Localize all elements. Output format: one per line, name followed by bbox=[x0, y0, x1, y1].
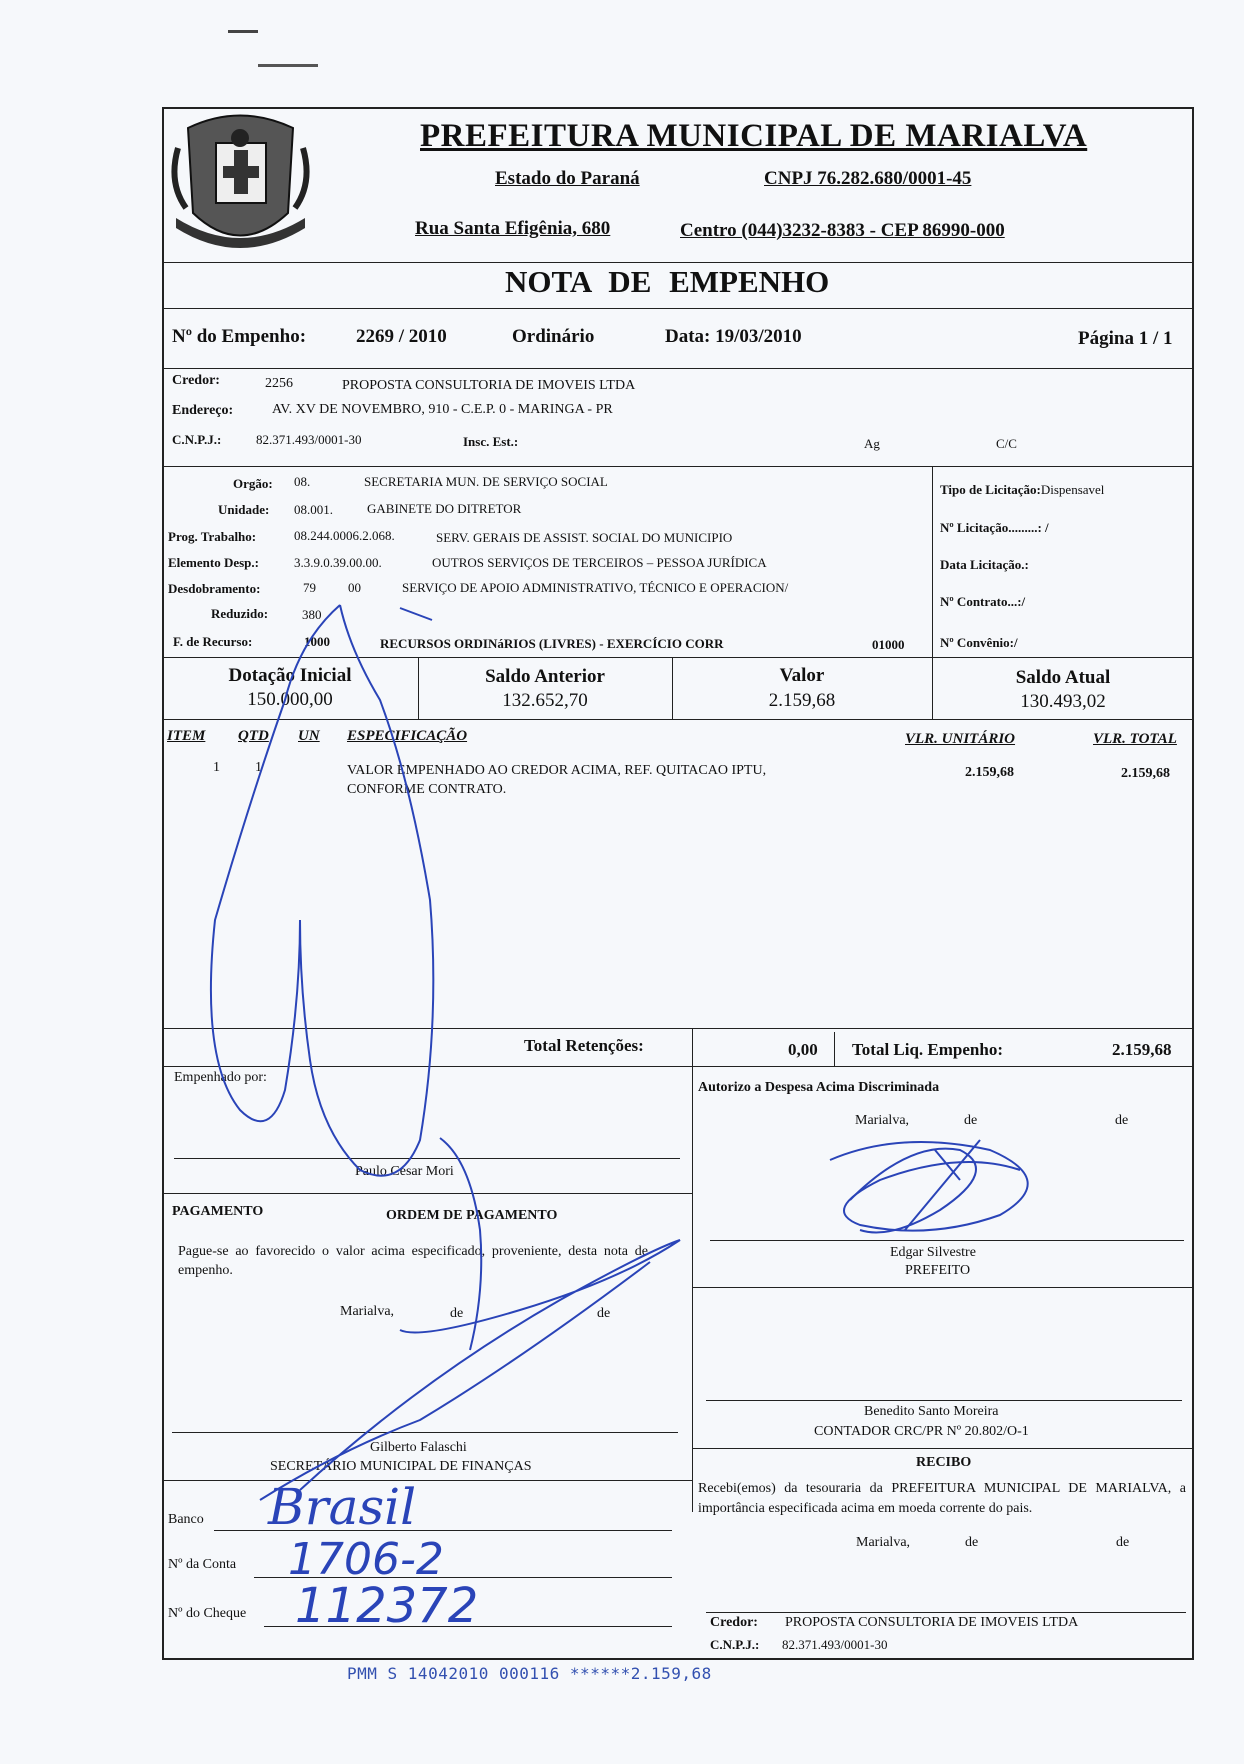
col-vlr-total: VLR. TOTAL bbox=[1093, 731, 1177, 747]
recibo-cnpj: 82.371.493/0001-30 bbox=[782, 1637, 888, 1652]
ordem-pagamento: ORDEM DE PAGAMENTO bbox=[386, 1208, 558, 1223]
saldo-anterior-label: Saldo Anterior bbox=[485, 666, 605, 687]
tipo-licitacao: Dispensavel bbox=[1040, 482, 1105, 497]
cnpj-label: C.N.P.J.: bbox=[172, 432, 222, 447]
recibo-credor-label: Credor: bbox=[710, 1615, 758, 1630]
empenhado-label: Empenhado por: bbox=[174, 1070, 267, 1085]
contador-role: CONTADOR CRC/PR Nº 20.802/O-1 bbox=[814, 1424, 1029, 1439]
reduzido: 380 bbox=[302, 607, 322, 622]
saldo-atual-value: 130.493,02 bbox=[1020, 691, 1106, 712]
recurso-label: F. de Recurso: bbox=[173, 634, 253, 649]
saldo-anterior-value: 132.652,70 bbox=[502, 690, 588, 711]
liquido-label: Total Liq. Empenho: bbox=[852, 1040, 1003, 1059]
recurso: RECURSOS ORDINáRIOS (LIVRES) - EXERCÍCIO CORR bbox=[380, 636, 724, 651]
signature-stroke-2 bbox=[300, 605, 433, 1176]
retencoes-value: 0,00 bbox=[788, 1040, 818, 1059]
col-especificacao: ESPECIFICAÇÃO bbox=[347, 728, 468, 744]
signature-stroke-5 bbox=[260, 1262, 650, 1500]
valor-value: 2.159,68 bbox=[768, 690, 836, 711]
page-number: Página 1 / 1 bbox=[1078, 328, 1173, 349]
desdobramento: SERVIÇO DE APOIO ADMINISTRATIVO, TÉCNICO E OPERACION/ bbox=[402, 580, 789, 595]
autorizo-text: Autorizo a Despesa Acima Discriminada bbox=[698, 1080, 940, 1095]
item-desc-line2: CONFORME CONTRATO. bbox=[347, 782, 507, 797]
banco-label: Banco bbox=[168, 1512, 204, 1527]
credor-name: PROPOSTA CONSULTORIA DE IMOVEIS LTDA bbox=[342, 378, 636, 393]
signature-stroke-1 bbox=[211, 605, 340, 1121]
desdobramento-label: Desdobramento: bbox=[168, 581, 261, 596]
autorizo-role: PREFEITO bbox=[905, 1263, 971, 1278]
pagamento-de2: de bbox=[597, 1306, 611, 1321]
valor-label: Valor bbox=[779, 665, 825, 686]
desdobramento-sub: 00 bbox=[348, 580, 361, 595]
liquido-value: 2.159,68 bbox=[1112, 1040, 1172, 1059]
prog-label: Prog. Trabalho: bbox=[168, 529, 257, 544]
unidade-code: 08.001. bbox=[294, 502, 333, 517]
item-desc-line1: VALOR EMPENHADO AO CREDOR ACIMA, REF. QUITACAO IPTU, bbox=[347, 763, 767, 778]
numero-contrato: Nº Contrato...:/ bbox=[940, 594, 1026, 609]
empenho-type: Ordinário bbox=[512, 326, 595, 347]
unidade-label: Unidade: bbox=[218, 502, 270, 517]
recibo-place: Marialva, bbox=[856, 1535, 911, 1550]
payment-stamp: PMM S 14042010 000116 ******2.159,68 bbox=[347, 1664, 712, 1683]
cheque-label: Nº do Cheque bbox=[168, 1606, 247, 1621]
recurso-num: 01000 bbox=[872, 637, 905, 652]
elemento-code: 3.3.9.0.39.00.00. bbox=[294, 555, 382, 570]
numero-licitacao: Nº Licitação.........: / bbox=[940, 520, 1049, 535]
cnpj-prefeitura: CNPJ 76.282.680/0001-45 bbox=[764, 168, 972, 189]
recibo-credor: PROPOSTA CONSULTORIA DE IMOVEIS LTDA bbox=[785, 1615, 1079, 1630]
unidade: GABINETE DO DITRETOR bbox=[367, 501, 522, 516]
cc-label: C/C bbox=[996, 436, 1017, 451]
document-title: NOTA DE EMPENHO bbox=[505, 264, 830, 299]
credor-label: Credor: bbox=[172, 373, 220, 388]
pagamento-text: Pague-se ao favorecido o valor acima especificado, proveniente, desta nota de empenho. bbox=[178, 1244, 648, 1278]
desdobramento-code: 79 bbox=[303, 580, 316, 595]
retencoes-label: Total Retenções: bbox=[524, 1036, 644, 1055]
dotacao-label: Dotação Inicial bbox=[228, 665, 352, 686]
signature-tick bbox=[400, 608, 432, 620]
autorizo-signer: Edgar Silvestre bbox=[890, 1245, 976, 1260]
col-item: ITEM bbox=[167, 728, 206, 744]
insc-label: Insc. Est.: bbox=[463, 434, 519, 449]
banco-handwritten: Brasil bbox=[268, 1478, 417, 1536]
address-rest: Centro (044)3232-8383 - CEP 86990-000 bbox=[680, 220, 1005, 241]
col-qtd: QTD bbox=[238, 728, 269, 744]
orgao-label: Orgão: bbox=[233, 476, 273, 491]
item-unit-value: 2.159,68 bbox=[965, 765, 1014, 780]
col-un: UN bbox=[298, 728, 320, 744]
autorizo-de2: de bbox=[1115, 1113, 1129, 1128]
item-number: 1 bbox=[213, 760, 220, 775]
signature-stroke-3 bbox=[440, 1138, 481, 1350]
ag-label: Ag bbox=[864, 436, 880, 451]
elemento: OUTROS SERVIÇOS DE TERCEIROS – PESSOA JURÍDICA bbox=[432, 555, 767, 570]
conta-label: Nº da Conta bbox=[168, 1557, 237, 1572]
autorizo-place: Marialva, bbox=[855, 1113, 910, 1128]
recibo-de1: de bbox=[965, 1535, 979, 1550]
page-title: PREFEITURA MUNICIPAL DE MARIALVA bbox=[420, 118, 1088, 154]
empenho-date: Data: 19/03/2010 bbox=[665, 326, 802, 347]
reduzido-label: Reduzido: bbox=[211, 606, 269, 621]
estado: Estado do Paraná bbox=[495, 168, 640, 189]
cheque-handwritten: 112372 bbox=[295, 1578, 479, 1634]
recibo-de2: de bbox=[1116, 1535, 1130, 1550]
orgao-code: 08. bbox=[294, 474, 311, 489]
numero-convenio: Nº Convênio:/ bbox=[940, 635, 1018, 650]
tipo-licitacao-label-text: Tipo de Licitação: bbox=[940, 482, 1041, 497]
saldo-atual-label: Saldo Atual bbox=[1015, 667, 1111, 688]
data-licitacao: Data Licitação.: bbox=[940, 557, 1029, 572]
credor-cnpj: 82.371.493/0001-30 bbox=[256, 432, 362, 447]
autorizo-de1: de bbox=[964, 1113, 978, 1128]
recibo-cnpj-label: C.N.P.J.: bbox=[710, 1637, 760, 1652]
credor-code: 2256 bbox=[265, 376, 293, 391]
pagamento-role: SECRETÁRIO MUNICIPAL DE FINANÇAS bbox=[270, 1459, 532, 1474]
recurso-code: 1000 bbox=[304, 634, 330, 649]
conta-handwritten: 1706-2 bbox=[288, 1534, 444, 1585]
recibo-text: Recebi(emos) da tesouraria da PREFEITURA MUNICIPAL DE MARIALVA, a importância especificada acima em moeda corrente do pais. bbox=[698, 1481, 1186, 1516]
empenho-number: 2269 / 2010 bbox=[356, 326, 447, 347]
orgao: SECRETARIA MUN. DE SERVIÇO SOCIAL bbox=[364, 474, 608, 489]
address: Rua Santa Efigênia, 680 bbox=[415, 218, 611, 239]
empenhado-signer: Paulo César Mori bbox=[355, 1164, 454, 1179]
item-qtd: 1 bbox=[255, 760, 262, 775]
dotacao-value: 150.000,00 bbox=[247, 689, 333, 710]
prog-code: 08.244.0006.2.068. bbox=[294, 528, 395, 543]
elemento-label: Elemento Desp.: bbox=[168, 555, 259, 570]
endereco-label: Endereço: bbox=[172, 403, 234, 418]
prog: SERV. GERAIS DE ASSIST. SOCIAL DO MUNICIPIO bbox=[436, 530, 733, 545]
contador-signer: Benedito Santo Moreira bbox=[864, 1404, 999, 1419]
endereco: AV. XV DE NOVEMBRO, 910 - C.E.P. 0 - MARINGA - PR bbox=[272, 402, 613, 417]
empenho-label: Nº do Empenho: bbox=[172, 326, 307, 347]
pagamento-signer: Gilberto Falaschi bbox=[370, 1440, 467, 1455]
col-vlr-unitario: VLR. UNITÁRIO bbox=[905, 731, 1016, 747]
signature-stroke-4 bbox=[300, 1240, 680, 1490]
recibo-label: RECIBO bbox=[916, 1455, 972, 1470]
pagamento-label: PAGAMENTO bbox=[172, 1204, 264, 1219]
item-total-value: 2.159,68 bbox=[1121, 766, 1170, 781]
pagamento-de1: de bbox=[450, 1306, 464, 1321]
pagamento-place: Marialva, bbox=[340, 1304, 395, 1319]
